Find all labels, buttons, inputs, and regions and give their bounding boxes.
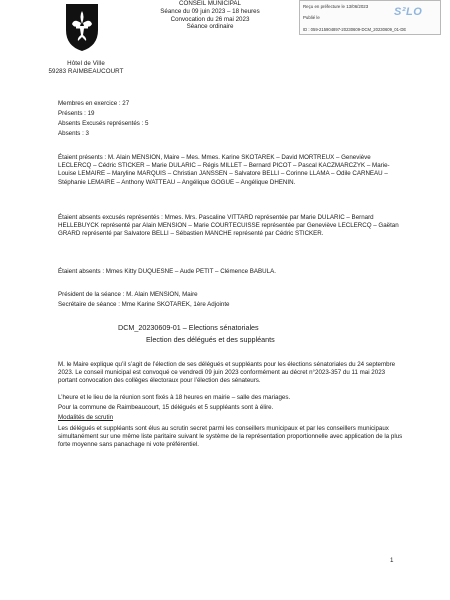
members-absent: Absents : 3: [58, 130, 89, 137]
present-members-list: Étaient présents : M. Alain MENSION, Maire – Mes. Mmes. Karine SKOTAREK – David MORTREUX – Geneviève LECLERCQ – Cédric STICKER – Marie DULARIC – Régis MILLET – Bernard PICOT – Pascal KACZMARCZYK – Marie-Louise LEMAIRE – Maryline MARQUIS – Christian JANSSEN – Salvatore BELLI – Corinne LLAMA – Odile CARNEAU – Stéphanie LEMAIRE – Anthony WATTEAU – Angélique GOGUE – Angélique DHENIN.: [58, 154, 390, 186]
voting-terms-heading: Modalités de scrutin: [58, 414, 114, 421]
stamp-received: Reçu en préfecture le 13/06/2023: [303, 4, 369, 9]
s2lo-logo: S²LO: [394, 6, 423, 18]
meeting-time-place: L’heure et le lieu de la réunion sont fixés à 18 heures en mairie – salle des mariages.: [58, 394, 291, 401]
excused-represented-list: Étaient absents excusés représentés : Mmes. Mrs. Pascaline VITTARD représentée par Marie DULARIC – Bernard HELLEBUYCK représenté par Alain MENSION – Marie COURTECUISSE représentée par Geneviève LECLERCQ – Gaëtan GRARD représenté par Salvatore BELLI – Sébastien MANCHE représenté par Cédric STICKER.: [58, 214, 399, 238]
mairie-name: Hôtel de Ville: [67, 60, 105, 67]
session-header: [140, 0, 280, 31]
deliberation-title: DCM_20230609-01 – Elections sénatoriales: [118, 323, 259, 332]
deliberation-subtitle: Election des délégués et des suppléants: [146, 335, 275, 344]
mairie-city: 59283 RAIMBEAUCOURT: [48, 68, 124, 75]
session-secretary: Secrétaire de séance : Mme Karine SKOTAREK, 1ère Adjointe: [58, 301, 230, 308]
stamp-published: Publié le: [303, 15, 320, 20]
council-title: CONSEIL MUNICIPAL: [179, 0, 241, 7]
session-type: Séance ordinaire: [186, 23, 234, 31]
coat-of-arms-logo: [64, 2, 100, 52]
absent-represented: Absents Excusés représentés : 5: [58, 120, 149, 127]
session-president: Président de la séance : M. Alain MENSION, Maire: [58, 291, 198, 298]
absent-members-list: Étaient absents : Mmes Kitty DUQUESNE – Aude PETIT – Clémence BABULA.: [58, 268, 276, 275]
mairie-address: [46, 60, 126, 76]
convocation-date: Convocation du 26 mai 2023: [170, 15, 250, 23]
voting-terms-text: Les délégués et suppléants sont élus au scrutin secret parmi les conseillers municipaux et par les conseillers municipaux simultanément sur une même liste paritaire suivant le système de la représentation proportionnelle avec application de la plus forte moyenne sans panachage ni vote préférentiel.: [58, 425, 403, 449]
prefecture-stamp: [299, 0, 441, 35]
session-date: Séance du 09 juin 2023 – 18 heures: [160, 7, 260, 15]
page-number: 1: [390, 557, 394, 564]
members-present: Présents : 19: [58, 110, 95, 117]
deliberation-intro: M. le Maire explique qu’il s’agit de l’élection de ses délégués et suppléants pour les élections sénatoriales du 24 septembre 2023. Le conseil municipal est convoqué ce vendredi 09 juin 2023 conformément au décret n°2023-357 du 11 mai 2023 portant convocation des collèges électoraux pour l’élection des sénateurs.: [58, 361, 396, 385]
members-in-office: Membres en exercice : 27: [58, 100, 130, 107]
delegates-count: Pour la commune de Raimbeaucourt, 15 délégués et 5 suppléants sont à élire.: [58, 404, 274, 411]
stamp-id: ID : 059-215904897-20230609-DCM_20230609_01-DE: [303, 27, 407, 32]
